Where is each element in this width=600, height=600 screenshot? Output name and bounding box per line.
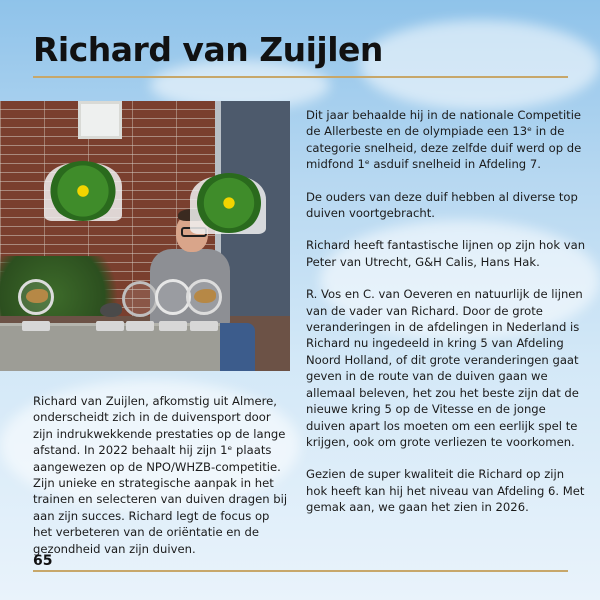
page-title: Richard van Zuijlen [33,30,383,69]
page-number: 65 [33,553,53,569]
paragraph: De ouders van deze duif hebben al diverse top duiven voortgebracht. [306,189,578,221]
paragraph: Richard van Zuijlen, afkomstig uit Almere, onderscheidt zich in de duivensport door zijn indrukwekkende prestaties op de lange afstand. In 2022 behaalt hij zijn 1ᵉ plaats aangewezen op de NPO/WHZB-competitie. Zijn unieke en strategische aanpak in het trainen en selecteren van duiven dragen bij aan zijn succes. Richard legt de focus op het verbeteren van de oriëntatie en de gezondheid van zijn duiven. [33,394,288,556]
trophy-icon [122,281,158,331]
paragraph: R. Vos en C. van Oeveren en natuurlijk de lijnen van de vader van Richard. Door de grote veranderingen in de afdelingen in Nederland is Richard nu ingedeeld in kring 5 van Afdeling Noord Holland, of dit grote veranderingen gaat geven in de route van de duiven gaan we allemaal beleven, het zou het beste zijn dat de nieuwe kring 5 op de Vitesse en de jonge duiven apart los moeten om een eerlijk spel te krijgen, ook om grote verliezen te voorkomen. [306,287,583,449]
trophy-icon [18,279,54,331]
paragraph: Gezien de super kwaliteit die Richard op zijn hok heeft kan hij het niveau van Afdeling 6. Met gemak aan, we gaan het zien in 2026. [306,467,585,515]
article-photo [0,101,290,371]
bouquet-icon [195,173,263,233]
bouquet-icon [48,161,118,221]
cloud-decoration [360,20,600,110]
window [78,101,122,139]
right-column-text [306,107,586,516]
trophy-icon [186,279,222,331]
title-divider [33,76,568,78]
left-column-text [33,393,289,557]
paragraph: Richard heeft fantastische lijnen op zijn hok van Peter van Utrecht, G&H Calis, Hans Hak. [306,238,586,269]
footer-divider [33,570,568,572]
paragraph: Dit jaar behaalde hij in de nationale Competitie de Allerbeste en de olympiade een 13ᵉ in de categorie snelheid, deze zelfde duif werd op de midfond 1ᵉ asduif snelheid in Afdeling 7. [306,108,582,172]
